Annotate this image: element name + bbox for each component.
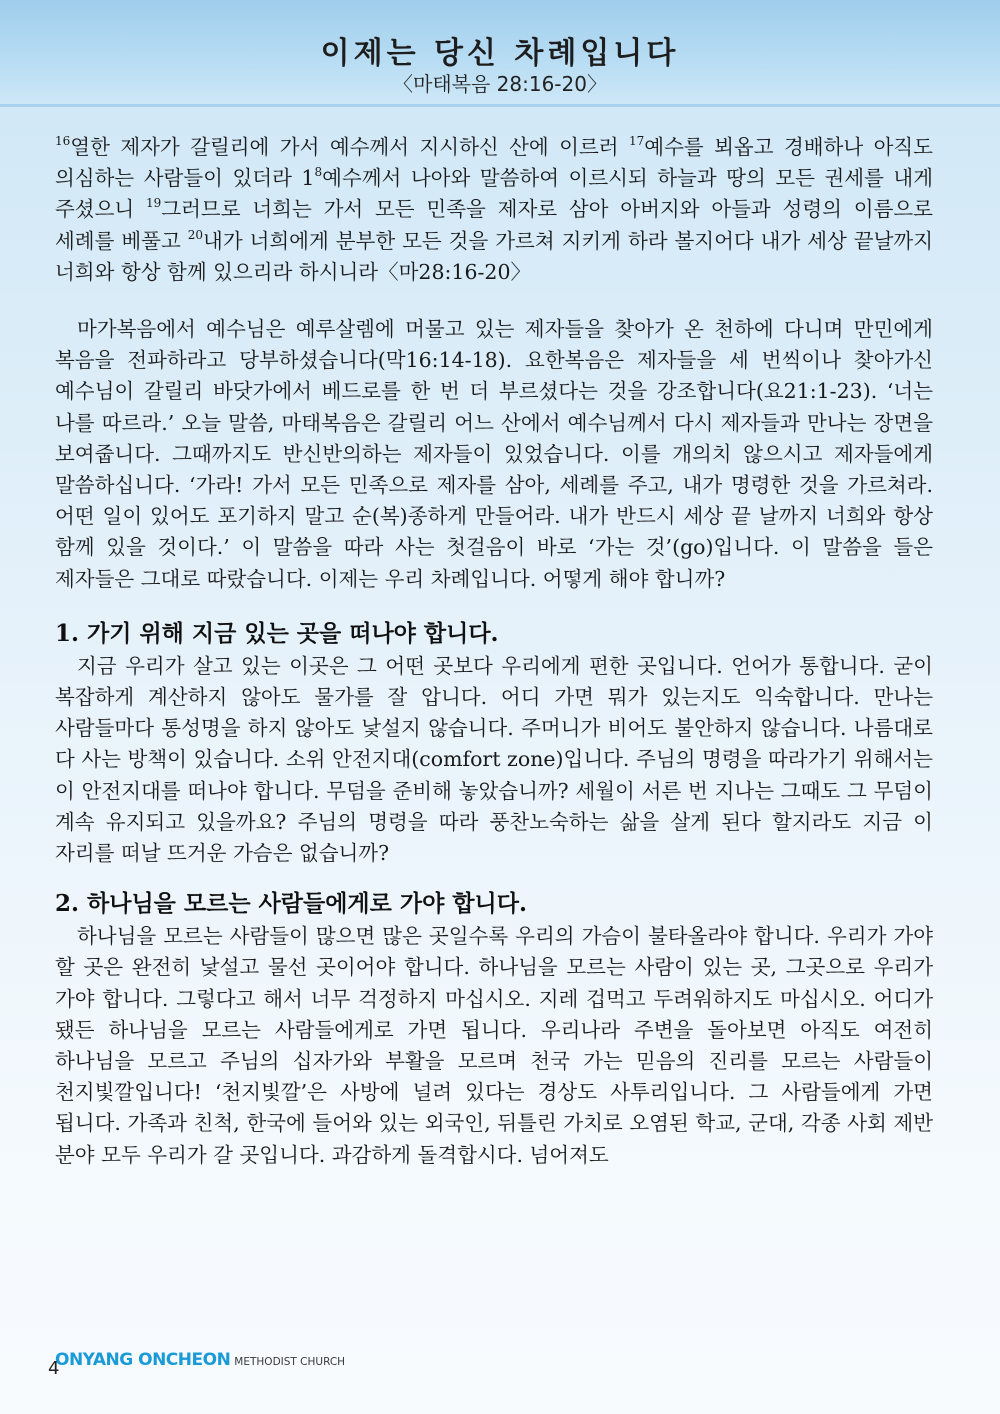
- brand-main-text: ONYANG ONCHEON: [55, 1350, 231, 1370]
- verse-number: 8: [314, 165, 323, 180]
- brand-sub-text: METHODIST CHURCH: [234, 1356, 346, 1368]
- verse-text: 예수께서 나아와 말씀하여 이르시되 하늘과 땅의 모든 권세를 내게 주셨으니: [55, 166, 933, 222]
- verse-text: 열한 제자가 갈릴리에 가서 예수께서 지시하신 산에 이르러: [70, 135, 629, 159]
- verse-text: 예수를 뵈옵고 경배하나 아직도 의심하는 사람들이 있더라 1: [55, 135, 933, 191]
- verse-number: 20: [187, 227, 204, 242]
- scripture-passage: [55, 132, 933, 288]
- verse-number: 19: [146, 196, 162, 211]
- scripture-reference: 〈마태복음 28:16-20〉: [393, 72, 607, 96]
- section-body-2: 하나님을 모르는 사람들이 많으면 많은 곳일수록 우리의 가슴이 불타올라야 합니다. 우리가 가야 할 곳은 완전히 낯설고 물선 곳이어야 합니다. 하나님을 모르는 사람이 있는 곳, 그곳으로 우리가 가야 합니다. 그렇다고 해서 너무 걱정하지 마십시오. 지레 겁먹고 두려워하지도 마십시오. 어디가 됐든 하나님을 모르는 사람들에게로 가면 됩니다. 우리나라 주변을 돌아보면 아직도 여전히 하나님을 모르고 주님의 십자가와 부활을 모르며 천국 가는 믿음의 진리를 모르는 사람들이 천지빛깔입니다! ‘천지빛깔’은 사방에 널려 있다는 경상도 사투리입니다. 그 사람들에게 가면 됩니다. 가족과 친척, 한국에 들어와 있는 외국인, 뒤틀린 가치로 오염된 학교, 군대, 각종 사회 제반 분야 모두 우리가 갈 곳입니다. 과감하게 돌격합시다. 넘어져도: [55, 924, 933, 1167]
- verse-text: 내가 너희에게 분부한 모든 것을 가르쳐 지키게 하라 볼지어다 내가 세상 끝날까지 너희와 항상 함께 있으리라 하시니라〈마28:16-20〉: [55, 228, 933, 284]
- section-body-1: 지금 우리가 살고 있는 이곳은 그 어떤 곳보다 우리에게 편한 곳입니다. 언어가 통합니다. 굳이 복잡하게 계산하지 않아도 물가를 잘 압니다. 어디 가면 뭐가 있는지도 익숙합니다. 만나는 사람들마다 통성명을 하지 않아도 낯설지 않습니다. 주머니가 비어도 불안하지 않습니다. 나름대로 다 사는 방책이 있습니다. 소위 안전지대(comfort zone)입니다. 주님의 명령을 따라가기 위해서는 이 안전지대를 떠나야 합니다. 무덤을 준비해 놓았습니까? 세월이 서른 번 지나는 그때도 그 무덤이 계속 유지되고 있을까요? 주님의 명령을 따라 풍찬노숙하는 삶을 살게 된다 할지라도 지금 이 자리를 떠날 뜨거운 가슴은 없습니까?: [55, 653, 933, 866]
- church-logo: [55, 1350, 345, 1370]
- section-heading-1: 1. 가기 위해 지금 있는 곳을 떠나야 합니다.: [55, 619, 499, 647]
- verse-text: 그러므로 너희는 가서 모든 민족을 제자로 삼아 아버지와 아들과 성령의 이름으로 세례를 베풀고: [55, 197, 933, 253]
- page-title: 이제는 당신 차례입니다: [320, 36, 680, 71]
- verse-number: 17: [628, 134, 645, 148]
- header-divider: [0, 104, 1000, 107]
- page-number: 4: [48, 1358, 60, 1379]
- intro-paragraph: 마가복음에서 예수님은 예루살렘에 머물고 있는 제자들을 찾아가 온 천하에 다니며 만민에게 복음을 전파하라고 당부하셨습니다(막16:14-18). 요한복음은 제자들을 세 번씩이나 찾아가신 예수님이 갈릴리 바닷가에서 베드로를 한 번 더 부르셨다는 것을 강조합니다(요21:1-23). ‘너는 나를 따르라.’ 오늘 말씀, 마태복음은 갈릴리 어느 산에서 예수님께서 다시 제자들과 만나는 장면을 보여줍니다. 그때까지도 반신반의하는 제자들이 있었습니다. 이를 개의치 않으시고 제자들에게 말씀하십니다. ‘가라! 가서 모든 민족으로 제자를 삼아, 세례를 주고, 내가 명령한 것을 가르쳐라. 어떤 일이 있어도 포기하지 말고 순(복)종하게 만들어라. 내가 반드시 세상 끝 날까지 너희와 항상 함께 있을 것이다.’ 이 말씀을 따라 사는 첫걸음이 바로 ‘가는 것’(go)입니다. 이 말씀을 들은 제자들은 그대로 따랐습니다. 이제는 우리 차례입니다. 어떻게 해야 합니까?: [55, 317, 933, 591]
- article-body: [55, 132, 933, 1171]
- section-heading-2: 2. 하나님을 모르는 사람들에게로 가야 합니다.: [55, 890, 527, 918]
- verse-number: 16: [55, 134, 71, 148]
